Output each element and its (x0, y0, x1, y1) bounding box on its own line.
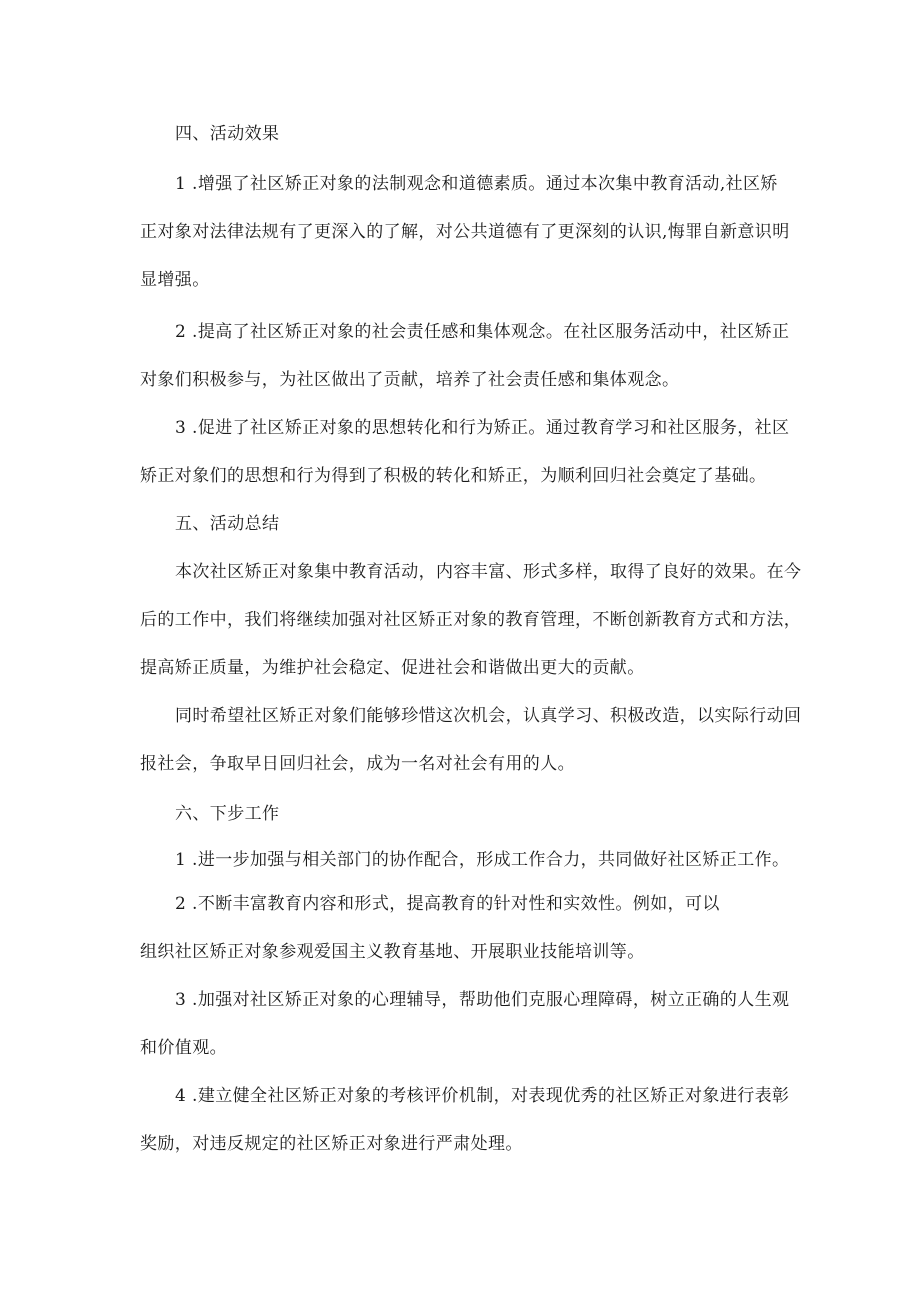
paragraph-effect-2 (140, 308, 790, 404)
paragraph-line: 报社会，争取早日回归社会，成为一名对社会有用的人。 (140, 754, 575, 774)
section-heading-next-steps (140, 790, 784, 838)
paragraph-effect-3 (140, 404, 790, 500)
paragraph-next-4 (140, 1072, 790, 1168)
paragraph-line: 提高矫正质量，为维护社会稳定、促进社会和谐做出更大的贡献。 (140, 658, 645, 678)
paragraph-line: 3 .促进了社区矫正对象的思想转化和行为矫正。通过教育学习和社区服务，社区 (175, 418, 790, 438)
paragraph-line: 和价值观。 (140, 1038, 227, 1058)
section-heading-effects (140, 110, 784, 158)
paragraph-line: 矫正对象们的思想和行为得到了积极的转化和矫正，为顺利回归社会奠定了基础。 (140, 466, 767, 486)
paragraph-next-1 (140, 836, 790, 884)
paragraph-line: 3 .加强对社区矫正对象的心理辅导，帮助他们克服心理障碍，树立正确的人生观 (175, 990, 790, 1010)
paragraph-line: 同时希望社区矫正对象们能够珍惜这次机会，认真学习、积极改造，以实际行动回 (175, 706, 802, 726)
paragraph-line: 1 .进一步加强与相关部门的协作配合，形成工作合力，共同做好社区矫正工作。 (175, 850, 790, 870)
paragraph-effect-1 (140, 160, 790, 304)
paragraph-line: 2 .不断丰富教育内容和形式，提高教育的针对性和实效性。例如，可以 (175, 894, 720, 914)
paragraph-line: 本次社区矫正对象集中教育活动，内容丰富、形式多样，取得了良好的效果。在今 (175, 562, 802, 582)
paragraph-summary-1 (140, 548, 802, 692)
paragraph-line: 显增强。 (140, 270, 210, 290)
heading-text: 六、下步工作 (175, 804, 280, 824)
paragraph-summary-2 (140, 692, 802, 788)
heading-text: 四、活动效果 (175, 124, 280, 144)
paragraph-line: 对象们积极参与，为社区做出了贡献，培养了社会责任感和集体观念。 (140, 370, 680, 390)
heading-text: 五、活动总结 (175, 514, 280, 534)
paragraph-line: 正对象对法律法规有了更深入的了解，对公共道德有了更深刻的认识,悔罪自新意识明 (140, 222, 790, 242)
section-heading-summary (140, 500, 784, 548)
paragraph-line: 4 .建立健全社区矫正对象的考核评价机制，对表现优秀的社区矫正对象进行表彰 (175, 1086, 790, 1106)
paragraph-next-2 (140, 880, 784, 976)
paragraph-line: 后的工作中，我们将继续加强对社区矫正对象的教育管理，不断创新教育方式和方法， (140, 610, 802, 630)
paragraph-line: 1 .增强了社区矫正对象的法制观念和道德素质。通过本次集中教育活动,社区矫 (175, 174, 778, 194)
paragraph-line: 奖励，对违反规定的社区矫正对象进行严肃处理。 (140, 1134, 523, 1154)
paragraph-line: 2 .提高了社区矫正对象的社会责任感和集体观念。在社区服务活动中，社区矫正 (175, 322, 790, 342)
paragraph-next-3 (140, 976, 790, 1072)
paragraph-line: 组织社区矫正对象参观爱国主义教育基地、开展职业技能培训等。 (140, 942, 645, 962)
